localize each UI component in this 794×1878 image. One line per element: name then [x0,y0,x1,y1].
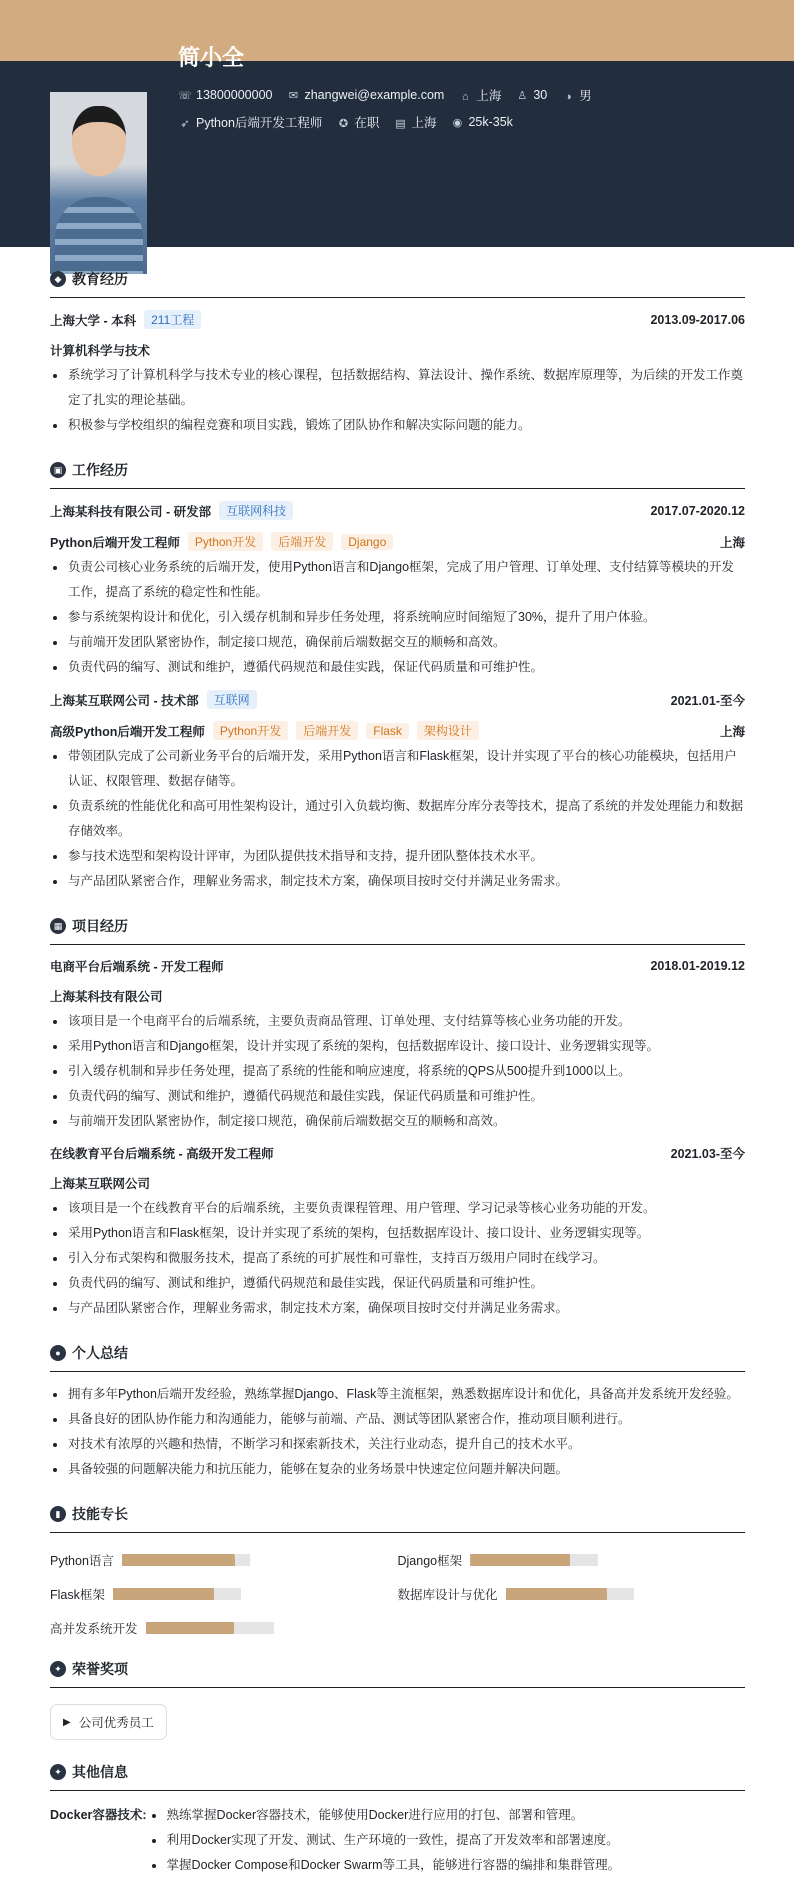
list-item: 参与技术选型和架构设计评审，为团队提供技术指导和支持，提升团队整体技术水平。 [50,844,745,869]
list-item: 该项目是一个在线教育平台的后端系统，主要负责课程管理、用户管理、学习记录等核心业务功能的开发。 [50,1196,745,1221]
list-item: 负责公司核心业务系统的后端开发，使用Python语言和Django框架，完成了用户管理、订单处理、支付结算等模块的开发工作，提高了系统的稳定性和性能。 [50,555,745,605]
list-item: 掌握Docker Compose和Docker Swarm等工具，能够进行容器的编排和集群管理。 [149,1853,621,1878]
role: 高级Python后端开发工程师 [50,724,205,739]
company: 上海某科技有限公司 - 研发部 [50,504,212,519]
send-icon: ➶ [180,118,190,130]
email[interactable]: zhangwei@example.com [304,88,445,102]
skill-level-fill [113,1588,214,1600]
status-icon: ✪ [338,118,349,130]
list-item: 负责代码的编写、测试和维护，遵循代码规范和最佳实践，保证代码质量和可维护性。 [50,1084,745,1109]
role: Python后端开发工程师 [50,535,180,550]
list-item: 负责代码的编写、测试和维护，遵循代码规范和最佳实践，保证代码质量和可维护性。 [50,1271,745,1296]
section-title: 工作经历 [72,462,128,478]
other-section [50,1762,745,1878]
list-item: 与前端开发团队紧密协作，制定接口规范，确保前后端数据交互的顺畅和高效。 [50,630,745,655]
skill-level-bar [122,1554,250,1566]
info-icon: ✦ [50,1764,66,1780]
date: 2021.01-至今 [670,693,745,708]
list-item: 引入缓存机制和异步任务处理，提高了系统的性能和响应速度，将系统的QPS从500提升到1000以上。 [50,1059,745,1084]
location: 上海 [476,89,502,103]
briefcase-icon: ▣ [50,462,66,478]
skill-item [50,1551,398,1569]
date: 2013.09-2017.06 [650,312,745,327]
skill-level-fill [506,1588,607,1600]
list-item: 与产品团队紧密合作，理解业务需求，制定技术方案，确保项目按时交付并满足业务需求。 [50,869,745,894]
graduation-icon: ◆ [50,271,66,287]
list-item: 负责系统的性能优化和高可用性架构设计，通过引入负载均衡、数据库分库分表等技术，提高了系统的并发处理能力和数据存储效率。 [50,794,745,844]
skill-tag: 后端开发 [271,532,333,551]
list-item: 与前端开发团队紧密协作，制定接口规范，确保前后端数据交互的顺畅和高效。 [50,1109,745,1134]
major: 计算机科学与技术 [50,344,151,358]
building-icon: ▤ [395,118,406,130]
list-item: 熟练掌握Docker容器技术，能够使用Docker进行应用的打包、部署和管理。 [149,1803,621,1828]
list-item: 具备较强的问题解决能力和抗压能力，能够在复杂的业务场景中快速定位问题并解决问题。 [50,1457,745,1482]
school: 上海大学 - 本科 [50,313,137,328]
city: 上海 [719,724,745,739]
date: 2017.07-2020.12 [650,503,745,518]
skill-level-bar [113,1588,241,1600]
user-icon: ● [50,1345,66,1361]
date: 2018.01-2019.12 [650,959,745,973]
list-item: 拥有多年Python后端开发经验，熟练掌握Django、Flask等主流框架，熟悉数据库设计和优化，具备高并发系统开发经验。 [50,1382,745,1407]
skill-name: 高并发系统开发 [50,1622,138,1636]
list-item: 该项目是一个电商平台的后端系统，主要负责商品管理、订单处理、支付结算等核心业务功能的开发。 [50,1009,745,1034]
skill-level-bar [146,1622,274,1634]
list-item: 对技术有浓厚的兴趣和热情，不断学习和探索新技术，关注行业动态，提升自己的技术水平。 [50,1432,745,1457]
date: 2021.03-至今 [670,1147,745,1161]
project-company: 上海某互联网公司 [50,1177,151,1191]
skills-section [50,1504,745,1637]
grid-icon: ▦ [50,918,66,934]
contact-row [178,86,592,104]
list-item: 参与系统架构设计和优化，引入缓存机制和异步任务处理，将系统响应时间缩短了30%，提升了用户体验。 [50,605,745,630]
award-item[interactable] [50,1704,167,1740]
projects-section [50,916,745,1321]
mail-icon: ✉ [288,90,299,102]
candidate-name: 简小全 [178,45,245,70]
list-item: 带领团队完成了公司新业务平台的后端开发，采用Python语言和Flask框架，设计并实现了平台的核心功能模块，包括用户认证、权限管理、数据存储等。 [50,744,745,794]
target-city: 上海 [411,116,437,130]
award-name: 公司优秀员工 [78,1716,154,1730]
other-label: Docker容器技术: [50,1808,147,1822]
work-section [50,460,745,894]
chart-icon: ▮ [50,1506,66,1522]
job-title: Python后端开发工程师 [196,116,323,130]
skill-tag: 后端开发 [296,721,358,740]
section-title: 其他信息 [72,1764,128,1780]
city: 上海 [719,535,745,550]
list-item: 采用Python语言和Django框架，设计并实现了系统的架构，包括数据库设计、接口设计、业务逻辑实现等。 [50,1034,745,1059]
list-item: 利用Docker实现了开发、测试、生产环境的一致性，提高了开发效率和部署速度。 [149,1828,621,1853]
skill-item [398,1551,746,1569]
project-name: 在线教育平台后端系统 - 高级开发工程师 [50,1147,274,1161]
skill-name: Flask框架 [50,1588,105,1602]
list-item: 引入分布式架构和微服务技术，提高了系统的可扩展性和可靠性，支持百万级用户同时在线学习。 [50,1246,745,1271]
skill-name: 数据库设计与优化 [397,1588,498,1602]
list-item: 与产品团队紧密合作，理解业务需求，制定技术方案，确保项目按时交付并满足业务需求。 [50,1296,745,1321]
industry-tag: 互联网科技 [219,501,293,520]
job-intent-row [178,113,513,131]
skill-level-fill [146,1622,234,1634]
section-title: 荣誉奖项 [72,1661,128,1677]
phone-icon: ☏ [178,90,192,102]
education-section [50,269,745,438]
school-tag: 211工程 [144,310,201,329]
skill-name: Python语言 [50,1554,114,1568]
section-title: 项目经历 [72,918,128,934]
skill-level-fill [470,1554,570,1566]
skill-level-fill [122,1554,235,1566]
award-icon: ✦ [50,1661,66,1677]
gender-icon: ◑ [564,91,572,103]
section-title: 技能专长 [72,1506,128,1522]
skill-tag: Python开发 [188,532,263,551]
list-item: 系统学习了计算机科学与技术专业的核心课程，包括数据结构、算法设计、操作系统、数据库原理等，为后续的开发工作奠定了扎实的理论基础。 [50,363,745,413]
job-status: 在职 [354,116,380,130]
phone: 13800000000 [196,88,273,102]
skill-level-bar [506,1588,634,1600]
section-title: 个人总结 [72,1345,128,1361]
home-icon: ⌂ [462,91,469,103]
header-accent-band [0,0,794,61]
industry-tag: 互联网 [207,690,257,709]
skill-tag: 架构设计 [417,721,479,740]
gender: 男 [579,89,592,103]
skill-tag: Flask [366,723,409,739]
summary-section [50,1343,745,1482]
section-title: 教育经历 [72,271,128,287]
skill-level-bar [470,1554,598,1566]
age: 30 [533,88,548,102]
awards-section [50,1659,745,1740]
skill-item [50,1585,398,1603]
skill-tag: Python开发 [213,721,288,740]
skill-item [398,1585,746,1603]
money-icon: ◉ [452,117,463,129]
skill-tag: Django [341,534,393,550]
list-item: 采用Python语言和Flask框架，设计并实现了系统的架构，包括数据库设计、接口设计、业务逻辑实现等。 [50,1221,745,1246]
project-name: 电商平台后端系统 - 开发工程师 [50,960,224,974]
skill-name: Django框架 [397,1554,463,1568]
list-item: 具备良好的团队协作能力和沟通能力，能够与前端、产品、测试等团队紧密合作，推动项目顺利进行。 [50,1407,745,1432]
company: 上海某互联网公司 - 技术部 [50,693,199,708]
list-item: 积极参与学校组织的编程竞赛和项目实践，锻炼了团队协作和解决实际问题的能力。 [50,413,745,438]
cake-icon: ♙ [517,90,528,102]
skill-item [50,1619,398,1637]
caret-right-icon: ▶ [63,1716,71,1728]
salary: 25k-35k [468,115,513,129]
profile-header [0,45,794,247]
list-item: 负责代码的编写、测试和维护，遵循代码规范和最佳实践，保证代码质量和可维护性。 [50,655,745,680]
project-company: 上海某科技有限公司 [50,990,163,1004]
